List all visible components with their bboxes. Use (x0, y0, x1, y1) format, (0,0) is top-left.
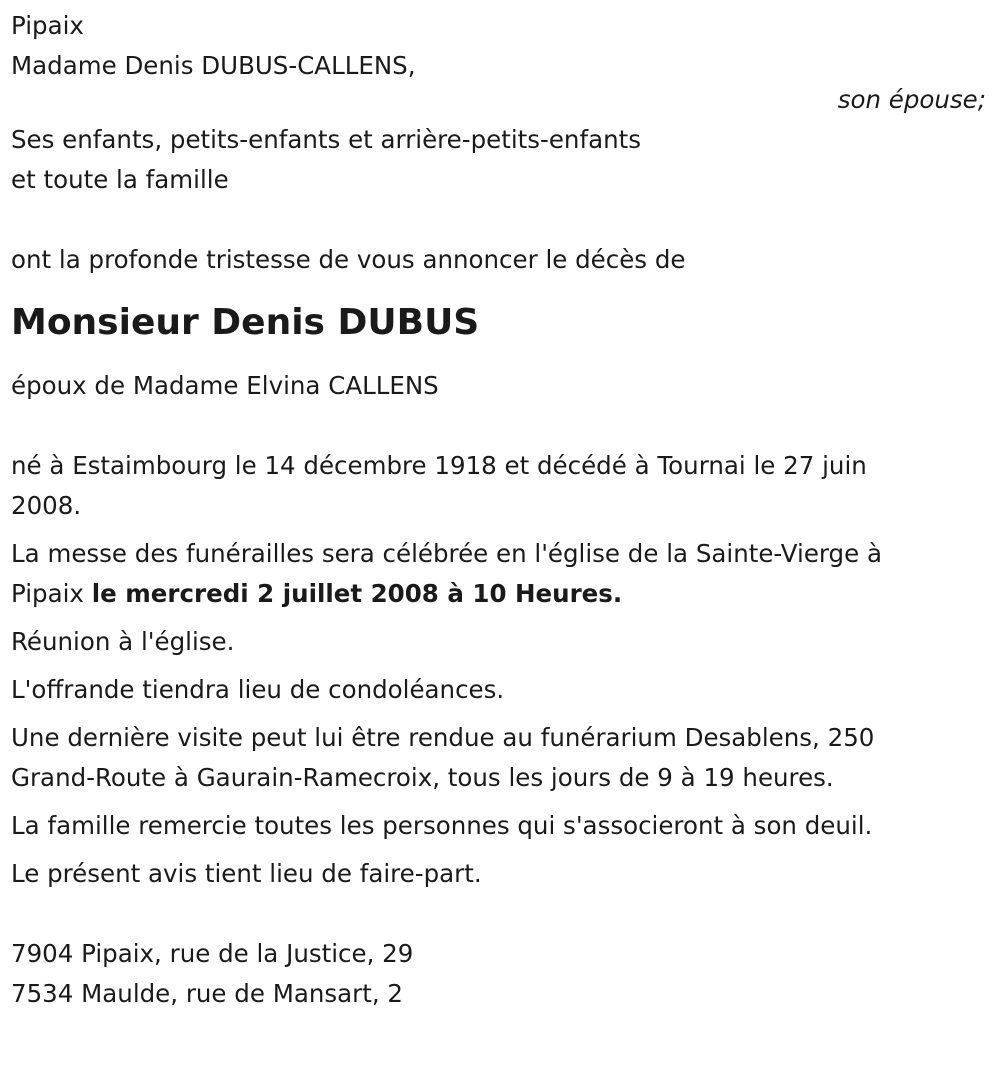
meeting-text: Réunion à l'église. (11, 627, 235, 656)
mass-paragraph (11, 534, 986, 614)
thanks-text: La famille remercie toutes les personnes qui s'associeront à son deuil. (11, 811, 873, 840)
spouse-name: Madame Denis DUBUS-CALLENS, (11, 51, 416, 80)
place-name: Pipaix (11, 11, 84, 40)
mass-line-1: La messe des funérailles sera célébrée en l'église de la Sainte-Vierge à (11, 539, 882, 568)
header-block (11, 6, 986, 120)
family-line-1: Ses enfants, petits-enfants et arrière-petits-enfants (11, 125, 641, 154)
addresses-block (11, 934, 986, 1014)
spouse-of-text: époux de Madame Elvina CALLENS (11, 371, 439, 400)
mass-place: Pipaix (11, 579, 92, 608)
meeting-paragraph (11, 622, 986, 662)
offering-paragraph (11, 670, 986, 710)
deceased-name: Monsieur Denis DUBUS (11, 302, 480, 343)
birth-death-paragraph (11, 446, 986, 526)
visit-paragraph (11, 718, 986, 798)
family-line-2: et toute la famille (11, 165, 229, 194)
thanks-paragraph (11, 806, 986, 846)
family-block (11, 120, 986, 200)
address-line: 7534 Maulde, rue de Mansart, 2 (11, 979, 403, 1008)
visit-line-1: Une dernière visite peut lui être rendue au funérarium Desablens, 250 (11, 723, 875, 752)
birth-death-line-2: 2008. (11, 491, 82, 520)
address-line: 7904 Pipaix, rue de la Justice, 29 (11, 939, 414, 968)
announcement-text: ont la profonde tristesse de vous annoncer le décès de (11, 245, 686, 274)
notice-note-paragraph (11, 854, 986, 894)
notice-note-text: Le présent avis tient lieu de faire-part. (11, 859, 482, 888)
mass-line-2 (11, 574, 986, 614)
offering-text: L'offrande tiendra lieu de condoléances. (11, 675, 505, 704)
mass-date-time: le mercredi 2 juillet 2008 à 10 Heures. (91, 579, 623, 608)
spouse-role: son épouse; (837, 85, 986, 114)
birth-death-line-1: né à Estaimbourg le 14 décembre 1918 et décédé à Tournai le 27 juin (11, 451, 867, 480)
visit-line-2: Grand-Route à Gaurain-Ramecroix, tous les jours de 9 à 19 heures. (11, 763, 834, 792)
death-notice (11, 6, 986, 1014)
